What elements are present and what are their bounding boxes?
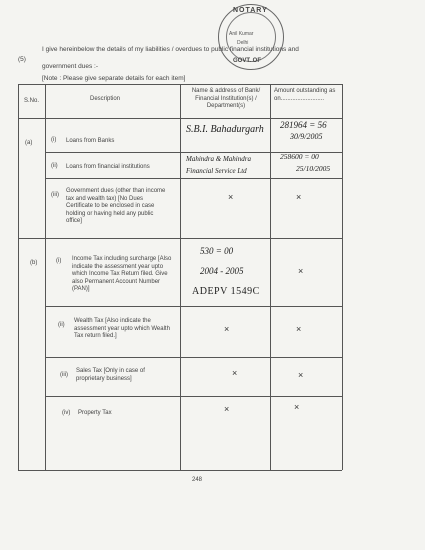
row-b3-name-cross: × bbox=[232, 368, 238, 378]
table-bottom-border bbox=[18, 470, 342, 471]
header-bottom-line bbox=[18, 118, 342, 119]
row-b3-sub: (iii) bbox=[60, 372, 68, 378]
header-sno: S.No. bbox=[24, 98, 40, 104]
stamp-name: Anil Kumar bbox=[229, 31, 254, 37]
col-divider-3 bbox=[270, 84, 271, 470]
row-a-sno: (a) bbox=[25, 140, 33, 146]
row-a2-desc: Loans from financial institutions bbox=[66, 164, 150, 170]
row-a1-desc: Loans from Banks bbox=[66, 138, 115, 144]
row-a2-date: 25/10/2005 bbox=[296, 164, 331, 173]
row-b2-name-cross: × bbox=[224, 324, 230, 334]
row-b4-desc: Property Tax bbox=[78, 410, 112, 416]
row-b4-amount-cross: × bbox=[294, 402, 300, 412]
table-left-border bbox=[18, 84, 19, 470]
row-b1-tax-amount: 530 = 00 bbox=[200, 246, 234, 256]
row-a3-name-cross: × bbox=[228, 192, 234, 202]
section-number: (5) bbox=[18, 56, 26, 63]
stamp-top-text: NOTARY bbox=[233, 7, 268, 14]
col-divider-2 bbox=[180, 84, 181, 470]
row-a2-amount: 258600 = 00 bbox=[280, 152, 319, 161]
intro-line-1: I give hereinbelow the details of my liabilities / overdues to public financial institutions and bbox=[42, 46, 299, 53]
row-divider-a2 bbox=[46, 178, 342, 179]
header-name-address: Name & address of Bank/ Financial Institution(s) / Department(s) bbox=[191, 88, 261, 109]
row-a1-date: 30/9/2005 bbox=[290, 132, 323, 141]
row-divider-b1 bbox=[46, 306, 342, 307]
row-b2-amount-cross: × bbox=[296, 324, 302, 334]
row-divider-b3 bbox=[46, 396, 342, 397]
row-a3-desc: Government dues (other than income tax and wealth tax) [No Dues Certificate to be enclosed in case holding or having held any public office] bbox=[66, 188, 166, 224]
row-b1-amount-cross: × bbox=[298, 266, 304, 276]
notary-stamp bbox=[218, 4, 284, 70]
header-description: Description bbox=[90, 96, 121, 102]
row-a1-sub: (i) bbox=[51, 137, 57, 143]
row-a2-sub: (ii) bbox=[51, 163, 58, 169]
page-number: 248 bbox=[192, 477, 203, 483]
col-divider-1 bbox=[45, 84, 46, 470]
row-a1-amount: 281964 = 56 bbox=[280, 120, 327, 130]
row-b1-sub: (i) bbox=[56, 258, 62, 264]
row-divider-a3 bbox=[18, 238, 342, 239]
row-b2-desc: Wealth Tax [Also indicate the assessment year upto which Wealth Tax return filed.] bbox=[74, 318, 170, 339]
row-a3-sub: (iii) bbox=[51, 192, 59, 198]
row-b1-desc: Income Tax including surcharge [Also indicate the assessment year upto which Income Tax Return filed. Give also Permanent Account Number (PAN)] bbox=[72, 256, 172, 292]
row-divider-b2 bbox=[46, 357, 342, 358]
header-amount: Amount outstanding as on.......................... bbox=[274, 88, 336, 102]
row-b4-name-cross: × bbox=[224, 404, 230, 414]
intro-note: [Note : Please give separate details for each item] bbox=[42, 75, 186, 82]
row-b1-assessment-year: 2004 - 2005 bbox=[200, 266, 244, 276]
stamp-city: Delhi bbox=[237, 40, 249, 46]
row-a1-bank-name: S.B.I. Bahadurgarh bbox=[186, 124, 264, 135]
row-b1-pan: ADEPV 1549C bbox=[192, 286, 260, 297]
row-a3-amount-cross: × bbox=[296, 192, 302, 202]
row-b2-sub: (ii) bbox=[58, 322, 65, 328]
row-b3-desc: Sales Tax [Only in case of proprietary business] bbox=[76, 368, 145, 382]
row-a2-institution-name: Mahindra & Mahindra Financial Service Ltd bbox=[186, 155, 251, 175]
table-right-border bbox=[342, 84, 343, 470]
notary-stamp-inner-ring bbox=[226, 12, 276, 62]
row-b4-sub: (iv) bbox=[62, 410, 71, 416]
stamp-bottom-text: GOVT. OF bbox=[233, 58, 262, 64]
intro-line-2: government dues :- bbox=[42, 63, 99, 70]
row-b3-amount-cross: × bbox=[298, 370, 304, 380]
row-b-sno: (b) bbox=[30, 260, 38, 266]
